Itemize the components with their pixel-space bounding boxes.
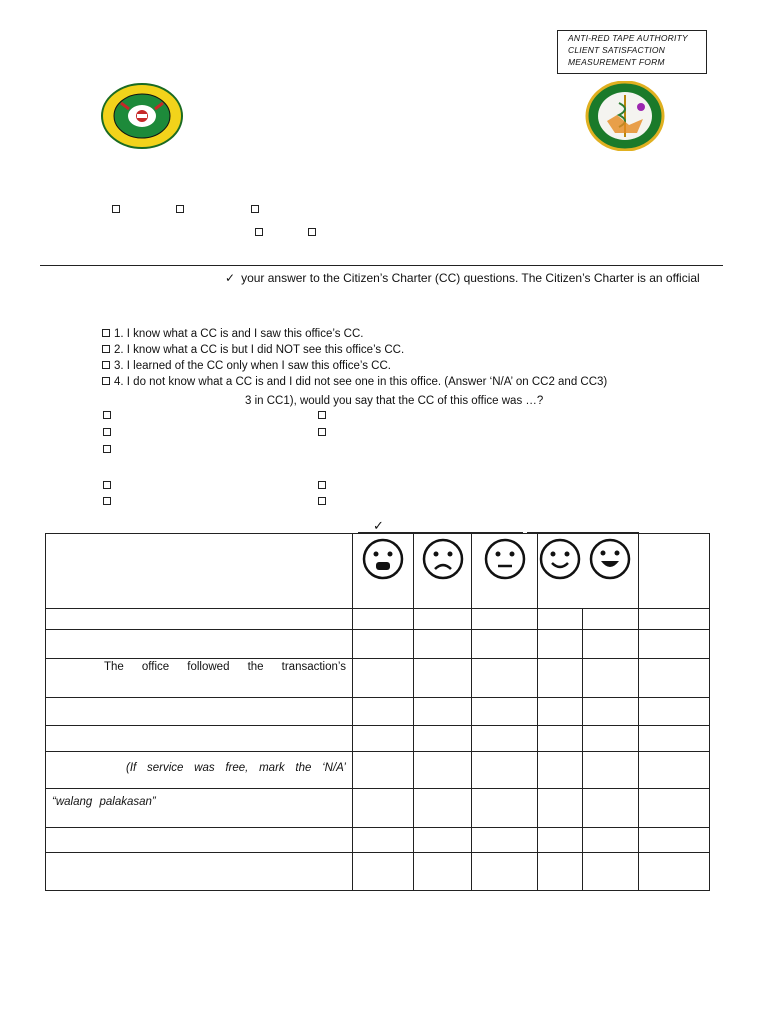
cc1-checkbox-3[interactable]: [102, 361, 110, 369]
table-row: [46, 726, 710, 752]
header-face-cell-1: [353, 534, 414, 609]
header-face-cell-3: [472, 534, 538, 609]
header-na-cell: [639, 534, 710, 609]
table-row: [46, 659, 710, 698]
cc3-checkbox-4[interactable]: [318, 497, 326, 505]
cc2-checkbox-1[interactable]: [103, 411, 111, 419]
cc1-option-4[interactable]: 4. I do not know what a CC is and I did not see one in this office. (Answer ‘N/A’ on CC2 and CC3): [102, 372, 607, 390]
table-row: [46, 630, 710, 659]
table-row: [46, 698, 710, 726]
cc2-checkbox-3[interactable]: [103, 428, 111, 436]
cc1-option-1[interactable]: 1. I know what a CC is and I saw this office’s CC.: [102, 324, 364, 342]
cc3-checkbox-2[interactable]: [318, 481, 326, 489]
client-type-checkbox-2[interactable]: [176, 205, 184, 213]
form-box-line-3: MEASUREMENT FORM: [568, 57, 665, 67]
table-row: [46, 828, 710, 853]
header-face-cell-5: [583, 534, 639, 609]
form-box-line-2: CLIENT SATISFACTION: [568, 45, 665, 55]
dissatisfied-face-icon: [421, 538, 465, 580]
cc2-checkbox-2[interactable]: [318, 411, 326, 419]
cc2-question: 3 in CC1), would you say that the CC of this office was …?: [245, 395, 544, 407]
row-text: (If service was free, mark the ‘N/A’: [126, 762, 346, 774]
sex-checkbox-2[interactable]: [308, 228, 316, 236]
satisfaction-table: [45, 533, 710, 891]
form-box-line-1: ANTI-RED TAPE AUTHORITY: [568, 33, 688, 43]
cc1-checkbox-4[interactable]: [102, 377, 110, 385]
section-divider: [40, 265, 723, 266]
cc3-checkbox-1[interactable]: [103, 481, 111, 489]
check-mark-icon: ✓: [225, 271, 236, 285]
table-row: [46, 853, 710, 891]
table-check-mark-icon: ✓: [373, 518, 384, 533]
cc1-checkbox-1[interactable]: [102, 329, 110, 337]
header-face-cell-2: [414, 534, 472, 609]
very-dissatisfied-face-icon: [361, 538, 405, 580]
header-blank-cell: [46, 534, 353, 609]
cc2-checkbox-4[interactable]: [318, 428, 326, 436]
table-row: [46, 752, 710, 789]
cc3-checkbox-3[interactable]: [103, 497, 111, 505]
sex-checkbox-1[interactable]: [255, 228, 263, 236]
row-text: “walang palakasan”: [52, 796, 156, 808]
header-face-cell-4: [538, 534, 583, 609]
form-code-box: [557, 30, 707, 74]
very-satisfied-face-icon: [588, 538, 632, 580]
table-row: [46, 789, 710, 828]
client-type-checkbox-1[interactable]: [112, 205, 120, 213]
table-header-row: [46, 534, 710, 609]
cc1-checkbox-2[interactable]: [102, 345, 110, 353]
cc1-option-2[interactable]: 2. I know what a CC is but I did NOT see this office’s CC.: [102, 340, 404, 358]
table-row: [46, 609, 710, 630]
client-type-checkbox-3[interactable]: [251, 205, 259, 213]
cc1-option-3[interactable]: 3. I learned of the CC only when I saw this office’s CC.: [102, 356, 391, 374]
instruction-line: [225, 271, 700, 285]
doh-seal-logo: [101, 83, 183, 149]
neutral-face-icon: [483, 538, 527, 580]
cc2-checkbox-5[interactable]: [103, 445, 111, 453]
satisfied-face-icon: [538, 538, 582, 580]
instruction-text: your answer to the Citizen’s Charter (CC) questions. The Citizen’s Charter is an official: [241, 271, 700, 285]
doh-region-seal-logo: [585, 81, 665, 151]
row-text: The office followed the transaction’s: [104, 661, 346, 673]
